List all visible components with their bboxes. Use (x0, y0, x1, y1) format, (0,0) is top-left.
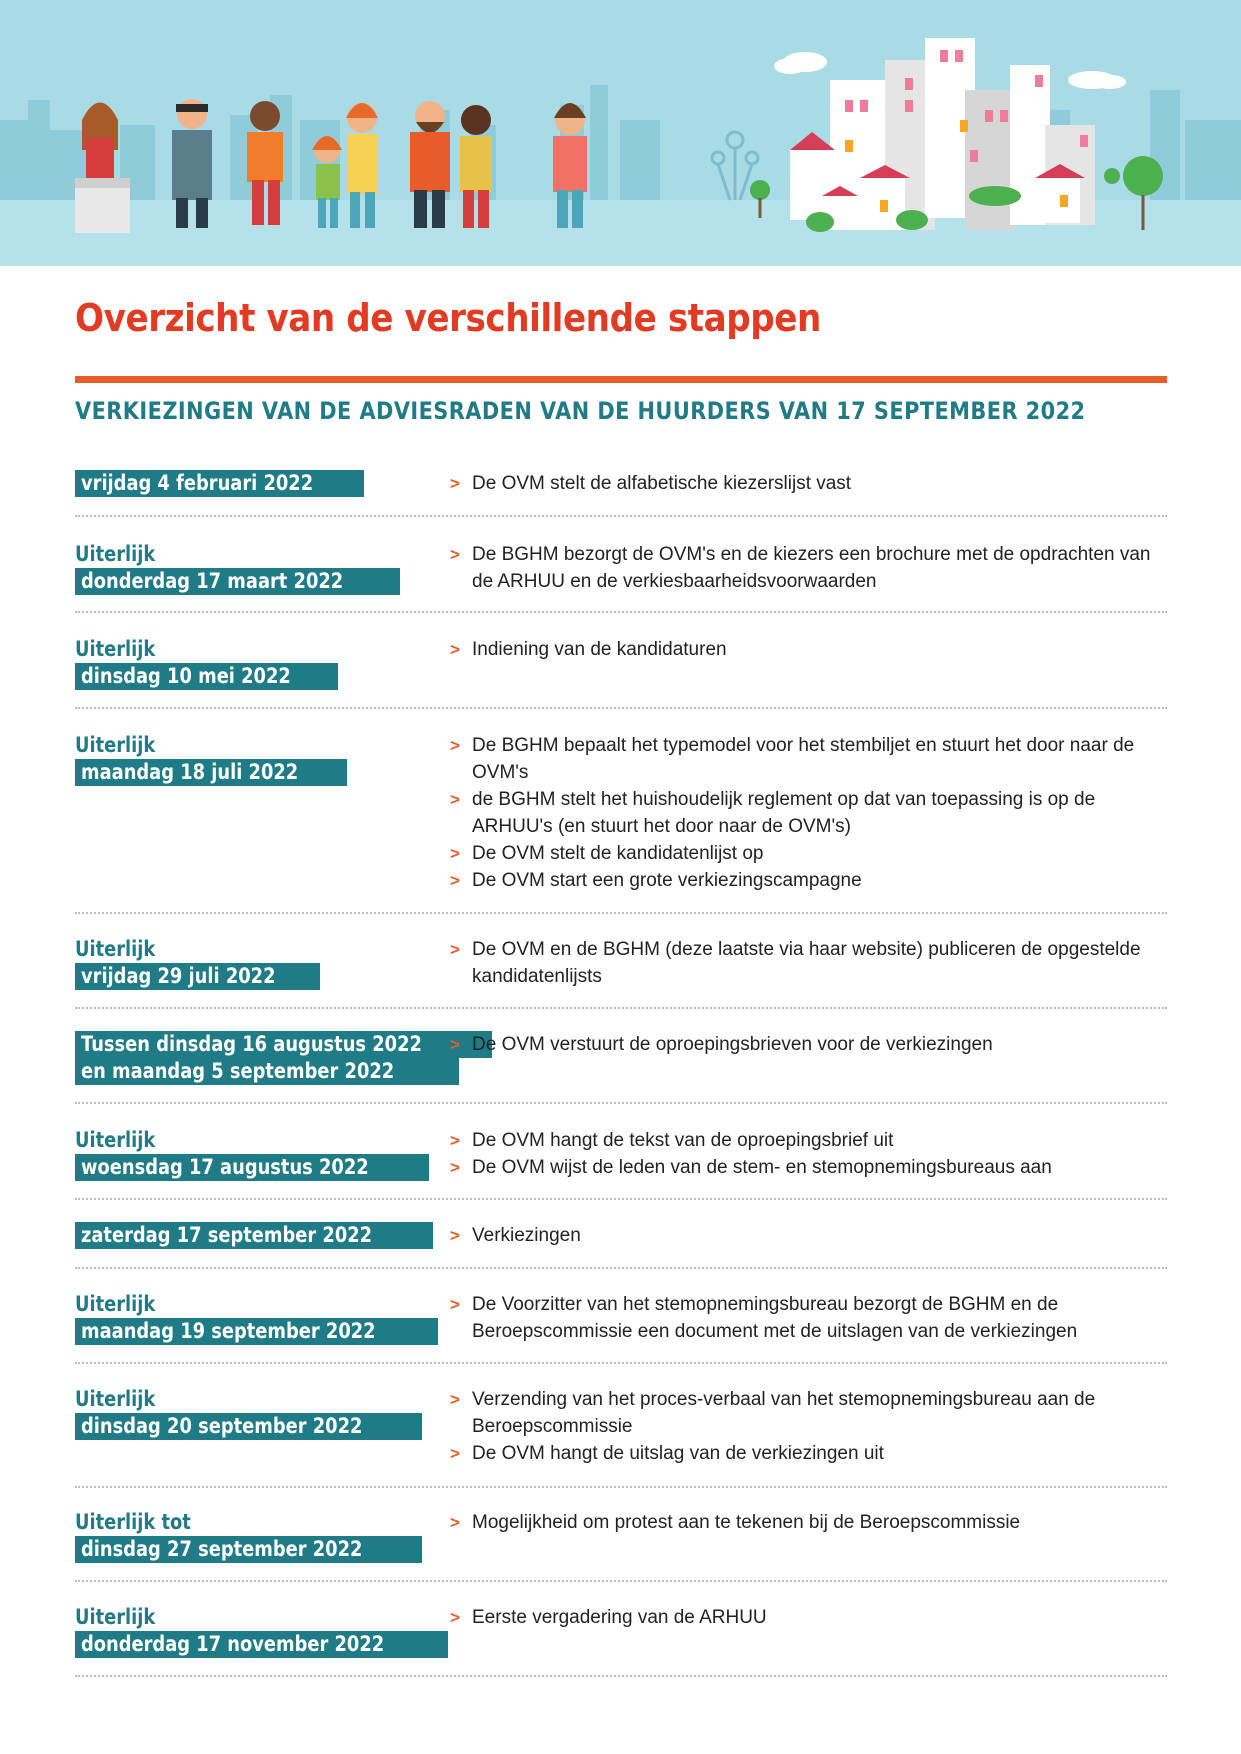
date-badge: donderdag 17 november 2022 (75, 1631, 448, 1658)
deadline-prefix: Uiterlijk (75, 937, 156, 961)
step-date (75, 1031, 435, 1085)
date-badge: dinsdag 27 september 2022 (75, 1536, 422, 1563)
timeline-row (75, 541, 1167, 613)
chevron-right-icon: > (450, 545, 460, 564)
date-badge: woensdag 17 augustus 2022 (75, 1154, 429, 1181)
list-item: > Mogelijkheid om protest aan te tekenen bij de Beroepscommissie (450, 1509, 1165, 1536)
list-item: > De OVM stelt de alfabetische kiezerslijst vast (450, 470, 1165, 497)
chevron-right-icon: > (450, 940, 460, 959)
step-date (75, 732, 435, 786)
date-badge: Tussen dinsdag 16 augustus 2022 (75, 1031, 492, 1058)
deadline-prefix: Uiterlijk (75, 1387, 156, 1411)
timeline-row (75, 1604, 1167, 1677)
chevron-right-icon: > (450, 844, 460, 863)
timeline-row (75, 636, 1167, 709)
deadline-prefix: Uiterlijk (75, 1605, 156, 1629)
chevron-right-icon: > (450, 640, 460, 659)
step-actions (450, 1386, 1165, 1467)
chevron-right-icon: > (450, 1513, 460, 1532)
list-item: > Verzending van het proces-verbaal van het stemopnemingsbureau aan de Beroepscommissie (450, 1386, 1165, 1440)
chevron-right-icon: > (450, 474, 460, 493)
step-actions (450, 1222, 1165, 1249)
date-badge: vrijdag 29 juli 2022 (75, 963, 320, 990)
step-date (75, 636, 435, 690)
step-actions (450, 541, 1165, 595)
list-item: > Eerste vergadering van de ARHUU (450, 1604, 1165, 1631)
chevron-right-icon: > (450, 1158, 460, 1177)
list-item: > De Voorzitter van het stemopnemingsbureau bezorgt de BGHM en de Beroepscommissie een document met de uitslagen van de verkiezingen (450, 1291, 1165, 1345)
date-badge: vrijdag 4 februari 2022 (75, 470, 364, 497)
header-illustration (0, 0, 1241, 266)
list-item: > De OVM en de BGHM (deze laatste via haar website) publiceren de opgestelde kandidatenlijsts (450, 936, 1165, 990)
chevron-right-icon: > (450, 1035, 460, 1054)
chevron-right-icon: > (450, 736, 460, 755)
page-title: Overzicht van de verschillende stappen (75, 296, 821, 340)
date-badge: dinsdag 10 mei 2022 (75, 663, 338, 690)
step-date (75, 1127, 435, 1181)
page-subtitle: VERKIEZINGEN VAN DE ADVIESRADEN VAN DE HUURDERS VAN 17 SEPTEMBER 2022 (75, 397, 1086, 425)
step-date (75, 1509, 435, 1563)
step-date (75, 541, 435, 595)
timeline-row (75, 936, 1167, 1009)
list-item: > Indiening van de kandidaturen (450, 636, 1165, 663)
deadline-prefix: Uiterlijk (75, 733, 156, 757)
step-actions (450, 1509, 1165, 1536)
chevron-right-icon: > (450, 1295, 460, 1314)
date-badge: donderdag 17 maart 2022 (75, 568, 400, 595)
timeline-row (75, 1386, 1167, 1488)
chevron-right-icon: > (450, 1226, 460, 1245)
list-item: > de BGHM stelt het huishoudelijk reglement op dat van toepassing is op de ARHUU's (en stuurt het door naar de OVM's) (450, 786, 1165, 840)
date-badge: zaterdag 17 september 2022 (75, 1222, 433, 1249)
deadline-prefix: Uiterlijk (75, 542, 156, 566)
chevron-right-icon: > (450, 1131, 460, 1150)
timeline-row (75, 1291, 1167, 1364)
deadline-prefix: Uiterlijk tot (75, 1510, 191, 1534)
deadline-prefix: Uiterlijk (75, 1292, 156, 1316)
step-date (75, 936, 435, 990)
step-actions (450, 732, 1165, 894)
date-badge: maandag 19 september 2022 (75, 1318, 438, 1345)
step-actions (450, 636, 1165, 663)
step-actions (450, 1031, 1165, 1058)
step-actions (450, 1604, 1165, 1631)
timeline-row (75, 1031, 1167, 1104)
date-badge: en maandag 5 september 2022 (75, 1058, 459, 1085)
list-item: > De OVM start een grote verkiezingscampagne (450, 867, 1165, 894)
date-badge: dinsdag 20 september 2022 (75, 1413, 422, 1440)
step-date (75, 470, 435, 497)
timeline-row (75, 1509, 1167, 1582)
list-item: > De OVM hangt de tekst van de oproepingsbrief uit (450, 1127, 1165, 1154)
list-item: > De BGHM bepaalt het typemodel voor het stembiljet en stuurt het door naar de OVM's (450, 732, 1165, 786)
chevron-right-icon: > (450, 790, 460, 809)
step-date (75, 1291, 435, 1345)
step-actions (450, 1291, 1165, 1345)
list-item: > Verkiezingen (450, 1222, 1165, 1249)
list-item: > De OVM verstuurt de oproepingsbrieven voor de verkiezingen (450, 1031, 1165, 1058)
step-date (75, 1386, 435, 1440)
timeline-row (75, 1127, 1167, 1200)
step-actions (450, 1127, 1165, 1181)
timeline-row (75, 1222, 1167, 1269)
deadline-prefix: Uiterlijk (75, 637, 156, 661)
list-item: > De BGHM bezorgt de OVM's en de kiezers een brochure met de opdrachten van de ARHUU en de verkiesbaarheidsvoorwaarden (450, 541, 1165, 595)
step-date (75, 1604, 435, 1658)
chevron-right-icon: > (450, 1608, 460, 1627)
date-badge: maandag 18 juli 2022 (75, 759, 347, 786)
list-item: > De OVM wijst de leden van de stem- en stemopnemingsbureaus aan (450, 1154, 1165, 1181)
city-and-people-illustration (0, 0, 1241, 266)
title-divider (75, 376, 1167, 383)
list-item: > De OVM stelt de kandidatenlijst op (450, 840, 1165, 867)
chevron-right-icon: > (450, 1444, 460, 1463)
deadline-prefix: Uiterlijk (75, 1128, 156, 1152)
chevron-right-icon: > (450, 871, 460, 890)
timeline-row (75, 470, 1167, 517)
chevron-right-icon: > (450, 1390, 460, 1409)
step-date (75, 1222, 435, 1249)
step-actions (450, 936, 1165, 990)
step-actions (450, 470, 1165, 497)
list-item: > De OVM hangt de uitslag van de verkiezingen uit (450, 1440, 1165, 1467)
timeline-row (75, 732, 1167, 914)
